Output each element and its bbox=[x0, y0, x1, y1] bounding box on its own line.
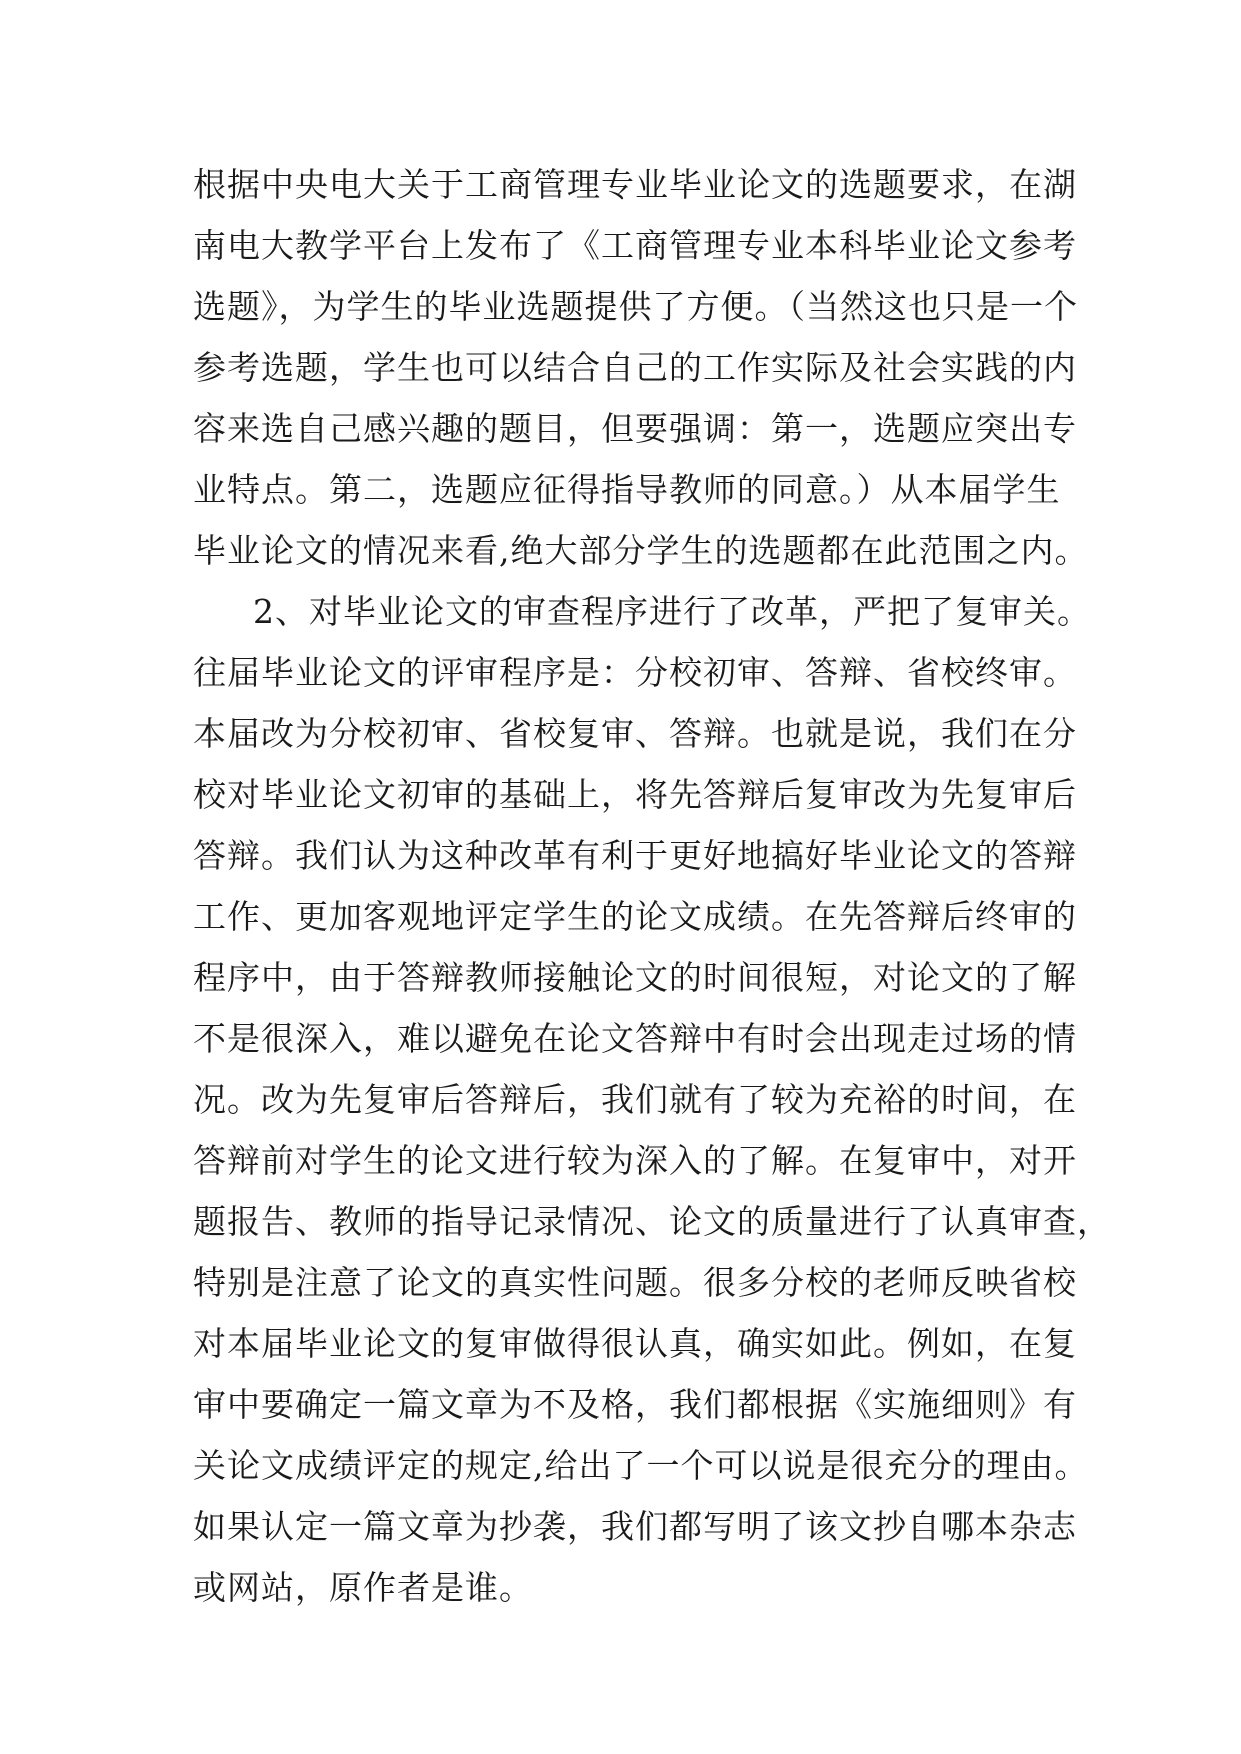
body-text bbox=[193, 154, 1111, 1618]
text-line: 答辩。我们认为这种改革有利于更好地搞好毕业论文的答辩 bbox=[193, 836, 1077, 875]
text-line: 对本届毕业论文的复审做得很认真，确实如此。例如，在复 bbox=[193, 1324, 1077, 1363]
text-line: 不是很深入，难以避免在论文答辩中有时会出现走过场的情 bbox=[193, 1019, 1077, 1058]
text-line: 程序中，由于答辩教师接触论文的时间很短，对论文的了解 bbox=[193, 958, 1077, 997]
paragraph-2 bbox=[193, 581, 1111, 1618]
text-line: 或网站，原作者是谁。 bbox=[193, 1568, 533, 1607]
text-line: 容来选自己感兴趣的题目，但要强调：第一，选题应突出专 bbox=[193, 409, 1077, 448]
text-line: 校对毕业论文初审的基础上，将先答辩后复审改为先复审后 bbox=[193, 775, 1077, 814]
text-line: 况。改为先复审后答辩后，我们就有了较为充裕的时间，在 bbox=[193, 1080, 1077, 1119]
text-line: 毕业论文的情况来看,绝大部分学生的选题都在此范围之内。 bbox=[193, 531, 1089, 570]
text-line: 审中要确定一篇文章为不及格，我们都根据《实施细则》有 bbox=[193, 1385, 1077, 1424]
text-line: 如果认定一篇文章为抄袭，我们都写明了该文抄自哪本杂志 bbox=[193, 1507, 1077, 1546]
text-line: 工作、更加客观地评定学生的论文成绩。在先答辩后终审的 bbox=[193, 897, 1077, 936]
text-line: 参考选题，学生也可以结合自己的工作实际及社会实践的内 bbox=[193, 348, 1077, 387]
text-line: 关论文成绩评定的规定,给出了一个可以说是很充分的理由。 bbox=[193, 1446, 1089, 1485]
text-line: 南电大教学平台上发布了《工商管理专业本科毕业论文参考 bbox=[193, 226, 1077, 265]
text-line: 选题》，为学生的毕业选题提供了方便。（当然这也只是一个 bbox=[193, 287, 1078, 326]
text-line: 往届毕业论文的评审程序是：分校初审、答辩、省校终审。 bbox=[193, 653, 1077, 692]
text-line: 答辩前对学生的论文进行较为深入的了解。在复审中，对开 bbox=[193, 1141, 1077, 1180]
text-line: 特别是注意了论文的真实性问题。很多分校的老师反映省校 bbox=[193, 1263, 1077, 1302]
text-line: 根据中央电大关于工商管理专业毕业论文的选题要求，在湖 bbox=[193, 165, 1077, 204]
text-line: 题报告、教师的指导记录情况、论文的质量进行了认真审查， bbox=[193, 1202, 1111, 1241]
text-line: 本届改为分校初审、省校复审、答辩。也就是说，我们在分 bbox=[193, 714, 1077, 753]
paragraph-1 bbox=[193, 154, 1089, 581]
text-line: 业特点。第二，选题应征得指导教师的同意。）从本届学生 bbox=[193, 470, 1061, 509]
text-line: 2、对毕业论文的审查程序进行了改革，严把了复审关。 bbox=[253, 592, 1091, 631]
